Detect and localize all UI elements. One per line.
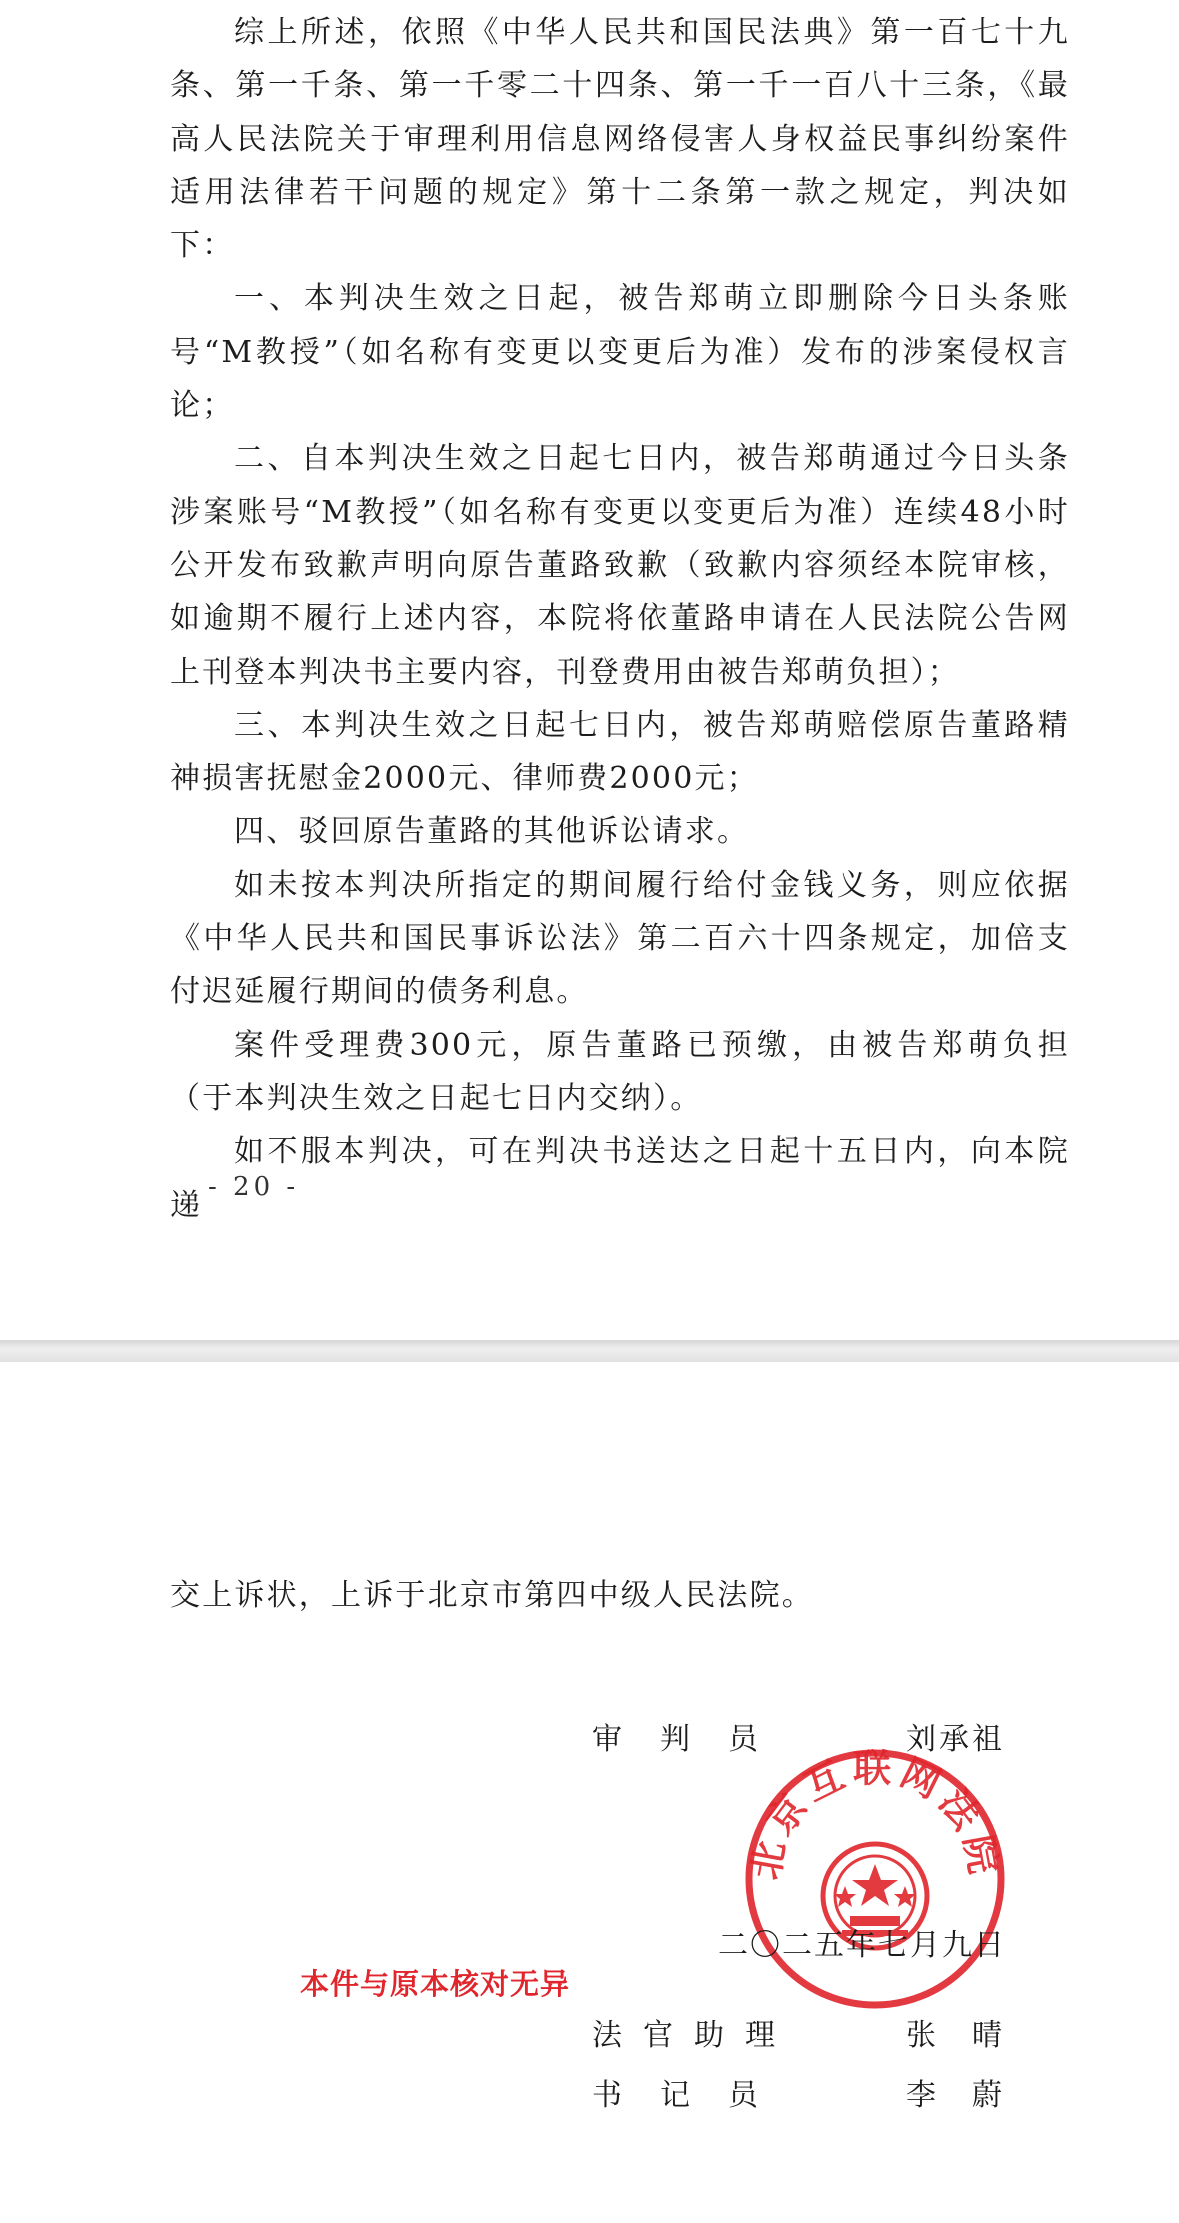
verification-stamp: 本件与原本核对无异 — [300, 1967, 571, 2001]
paragraph-order-2: 二、自本判决生效之日起七日内，被告郑萌通过今日头条涉案账号“M教授”（如名称有变更以变更后为准）连续48小时公开发布致歉声明向原告董路致歉（致歉内容须经本院审核，如逾期不履行上述内容，本院将依董路申请在人民法院公告网上刊登本判决书主要内容，刊登费用由被告郑萌负担）； — [170, 441, 1070, 690]
paragraph-delay-interest: 如未按本判决所指定的期间履行给付金钱义务，则应依据《中华人民共和国民事诉讼法》第二百六十四条规定，加倍支付迟延履行期间的债务利息。 — [170, 867, 1070, 1010]
paragraph-order-3: 三、本判决生效之日起七日内，被告郑萌赔偿原告董路精神损害抚慰金2000元、律师费2000元； — [170, 707, 1070, 797]
judge-name: 刘承祖 — [906, 1722, 1005, 1757]
svg-text:北京互联网法院 — [743, 1747, 1007, 1883]
judgment-body — [170, 6, 1070, 1232]
clerk-name: 李蔚 — [906, 2078, 1038, 2113]
seal-text: 北京互联网法院 — [743, 1746, 1007, 1883]
paragraph-legal-basis: 综上所述，依照《中华人民共和国民法典》第一百七十九条、第一千条、第一千零二十四条、第一千一百八十三条，《最高人民法院关于审理利用信息网络侵害人身权益民事纠纷案件适用法律若干问题的规定》第十二条第一款之规定，判决如下： — [170, 15, 1070, 264]
court-seal — [742, 1746, 1008, 2012]
paragraph-appeal-notice: 如不服本判决，可在判决书送达之日起十五日内，向本院递 — [170, 1134, 1070, 1223]
judge-role: 审判员 — [592, 1722, 796, 1757]
assistant-role: 法官助理 — [592, 2018, 796, 2053]
judgment-date: 二〇二五年七月九日 — [718, 1928, 1006, 1963]
clerk-role: 书记员 — [592, 2078, 796, 2113]
paragraph-court-fee: 案件受理费300元，原告董路已预缴，由被告郑萌负担（于本判决生效之日起七日内交纳）。 — [170, 1027, 1070, 1116]
page-divider — [0, 1340, 1179, 1362]
assistant-name: 张晴 — [906, 2018, 1038, 2053]
appeal-continuation: 交上诉状，上诉于北京市第四中级人民法院。 — [170, 1578, 814, 1613]
page-number: - 20 - — [208, 1172, 300, 1202]
paragraph-order-4: 四、驳回原告董路的其他诉讼请求。 — [234, 814, 750, 850]
paragraph-order-1: 一、本判决生效之日起，被告郑萌立即删除今日头条账号“M教授”（如名称有变更以变更后为准）发布的涉案侵权言论； — [170, 281, 1070, 424]
